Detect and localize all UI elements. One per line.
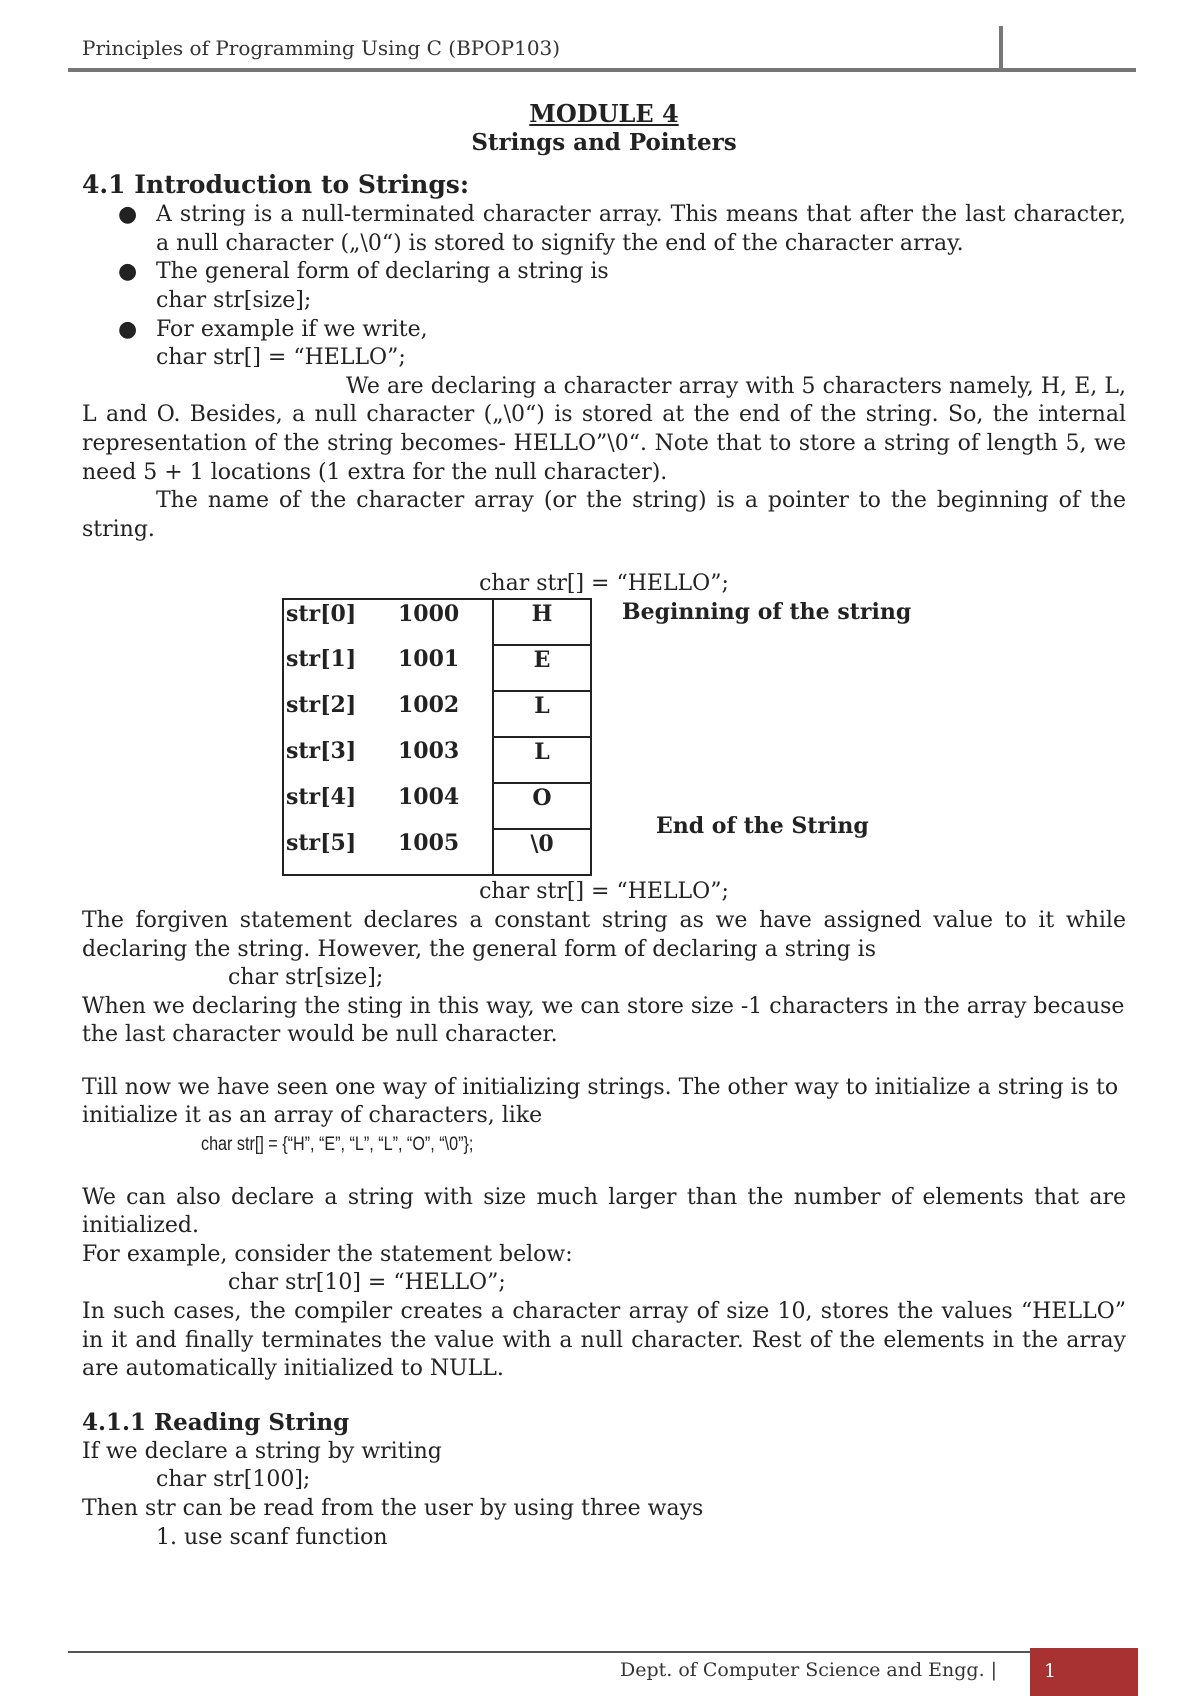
bullet-code: char str[] = “HELLO”;	[156, 345, 406, 371]
cell-value: O	[493, 783, 591, 829]
code-line: char str[] = {“H”, “E”, “L”, “L”, “O”, “\0”};	[201, 1134, 474, 1156]
cell-address: 1001	[398, 646, 460, 673]
bullet-icon: ●	[118, 202, 138, 228]
bullet-code: char str[size];	[156, 287, 312, 313]
section-heading-4-1: 4.1 Introduction to Strings:	[82, 170, 470, 200]
paragraph: We can also declare a string with size much larger than the number of elements that are initialized.	[82, 1184, 1126, 1239]
cell-value: H	[493, 599, 591, 645]
bullet-icon: ●	[118, 259, 138, 285]
cell-index-name: str[5]	[283, 829, 396, 875]
footer-dept: Dept. of Computer Science and Engg. |	[620, 1659, 998, 1681]
bullet-item	[118, 201, 1126, 258]
code-line: char str[] = “HELLO”;	[479, 879, 729, 905]
paragraph: The forgiven statement declares a constant string as we have assigned value to it while declaring the string. However, the general form of declaring a string is	[82, 907, 1126, 962]
paragraph: Then str can be read from the user by using three ways	[82, 1496, 704, 1521]
cell-address: 1000	[396, 599, 493, 645]
header-title: Principles of Programming Using C (BPOP103)	[82, 36, 561, 60]
table-row	[283, 645, 591, 691]
intro-bullet-list	[82, 201, 1126, 373]
cell-value: L	[493, 737, 591, 783]
table-row	[283, 737, 591, 783]
note-end-of-string: End of the String	[656, 813, 869, 840]
cell-address: 1005	[396, 829, 493, 875]
paragraph-array-name: The name of the character array (or the string) is a pointer to the beginning of the string.	[82, 488, 1126, 542]
paragraph: In such cases, the compiler creates a character array of size 10, stores the values “HELLO” in it and finally terminates the value with a null character. Rest of the elements in the array are automatically initialized to NULL.	[82, 1299, 1126, 1382]
paragraph: When we declaring the sting in this way, we can store size -1 characters in the array because the last character would be null character.	[82, 993, 1125, 1048]
code-line: char str[size];	[228, 965, 384, 991]
paragraph: If we declare a string by writing	[82, 1438, 442, 1464]
bullet-text: A string is a null-terminated character array. This means that after the last character, a null character („\0“) is stored to signify the end of the character array.	[156, 202, 1126, 256]
numbered-list-item: 1. use scanf function	[156, 1524, 388, 1550]
bullet-text: The general form of declaring a string is	[156, 259, 609, 285]
module-subtitle: Strings and Pointers	[471, 128, 737, 156]
cell-index-name: str[3]	[283, 737, 396, 783]
paragraph-declaring: We are declaring a character array with 5 characters namely, H, E, L, L and O. Besides, a null character („\0“) is stored at the end of the string. So, the internal representation of the string becomes- HELLO”\0“. Note that to store a string of length 5, we need 5 + 1 locations (1 extra for the null character).	[82, 373, 1126, 485]
table-row	[283, 691, 591, 737]
page-content	[82, 96, 1126, 1552]
table-row	[283, 783, 591, 829]
string-memory-diagram	[82, 570, 1126, 872]
code-line: char str[100];	[156, 1467, 311, 1493]
cell-index-name: str[0]	[283, 599, 396, 645]
cell-value: E	[493, 645, 591, 691]
table-row	[283, 599, 591, 645]
section-heading-4-1-1: 4.1.1 Reading String	[82, 1408, 350, 1436]
module-title: MODULE 4	[529, 99, 679, 128]
cell-address: 1002	[398, 692, 460, 719]
bullet-icon: ●	[118, 316, 138, 342]
page-number: 1	[1044, 1660, 1057, 1682]
bullet-item	[118, 316, 1126, 373]
cell-address: 1004	[398, 784, 460, 811]
diagram-caption: char str[] = “HELLO”;	[479, 571, 729, 597]
code-line: char str[10] = “HELLO”;	[228, 1270, 506, 1296]
cell-value: \0	[493, 829, 591, 875]
cell-index-name: str[2]	[283, 691, 396, 737]
paragraph: For example, consider the statement below:	[82, 1241, 573, 1267]
header-rule	[68, 68, 1136, 72]
table-row	[283, 829, 591, 875]
note-beginning-of-string: Beginning of the string	[622, 599, 912, 626]
paragraph: Till now we have seen one way of initializing strings. The other way to initialize a string is to initialize it as an array of characters, like	[82, 1074, 1119, 1129]
bullet-item	[118, 258, 1126, 315]
footer-rule	[68, 1651, 1136, 1653]
bullet-text: For example if we write,	[156, 316, 428, 342]
cell-index-name: str[1]	[283, 645, 396, 691]
cell-value: L	[493, 691, 591, 737]
header-divider-tick	[999, 26, 1003, 70]
string-memory-table	[282, 598, 592, 876]
cell-index-name: str[4]	[283, 783, 396, 829]
cell-address: 1003	[398, 738, 460, 765]
